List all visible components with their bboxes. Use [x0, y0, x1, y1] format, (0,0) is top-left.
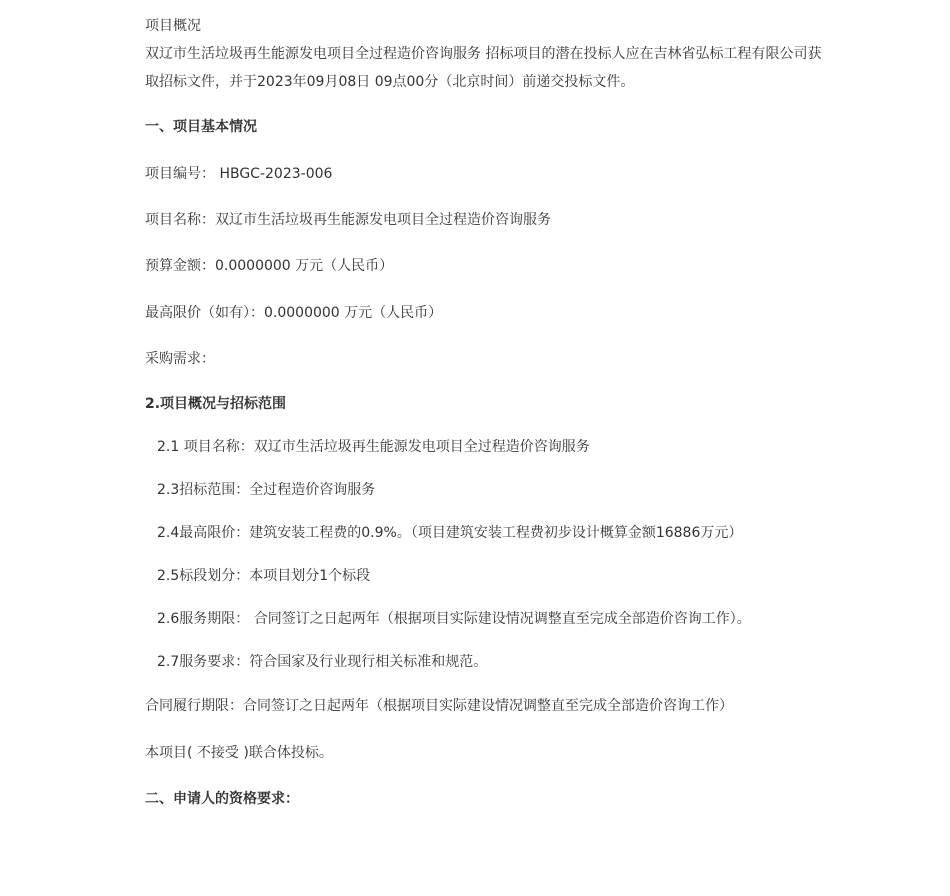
section1-heading: 一、项目基本情况: [145, 119, 257, 135]
scope-item: 2.7服务要求：符合国家及行业现行相关标准和规范。: [157, 654, 488, 670]
scope-item: 2.4最高限价：建筑安装工程费的0.9%。（项目建筑安装工程费初步设计概算金额16886万元）: [157, 525, 743, 541]
overview-text: 双辽市生活垃圾再生能源发电项目全过程造价咨询服务 招标项目的潜在投标人应在吉林省弘标工程有限公司获取招标文件，并于2023年09月08日 09点00分（北京时间）前递交投标文件。: [145, 46, 822, 90]
contract-period: 合同履行期限：合同签订之日起两年（根据项目实际建设情况调整直至完成全部造价咨询工作）: [145, 698, 733, 714]
budget-amount: 预算金额：0.0000000 万元（人民币）: [145, 258, 394, 274]
project-number: 项目编号： HBGC-2023-006: [145, 166, 333, 182]
scope-item: 2.1 项目名称：双辽市生活垃圾再生能源发电项目全过程造价咨询服务: [157, 439, 590, 455]
scope-item: 2.5标段划分：本项目划分1个标段: [157, 568, 371, 584]
scope-item: 2.3招标范围：全过程造价咨询服务: [157, 482, 376, 498]
scope-item: 2.6服务期限： 合同签订之日起两年（根据项目实际建设情况调整直至完成全部造价咨询工作）。: [157, 611, 751, 627]
section2-heading: 2.项目概况与招标范围: [145, 396, 287, 412]
project-name: 项目名称：双辽市生活垃圾再生能源发电项目全过程造价咨询服务: [145, 212, 551, 228]
max-price: 最高限价（如有）：0.0000000 万元（人民币）: [145, 305, 443, 321]
consortium-note: 本项目( 不接受 )联合体投标。: [145, 745, 333, 761]
procurement-needs: 采购需求：: [145, 351, 215, 367]
overview-title: 项目概况: [145, 18, 201, 34]
section3-heading: 二、申请人的资格要求：: [145, 791, 299, 807]
